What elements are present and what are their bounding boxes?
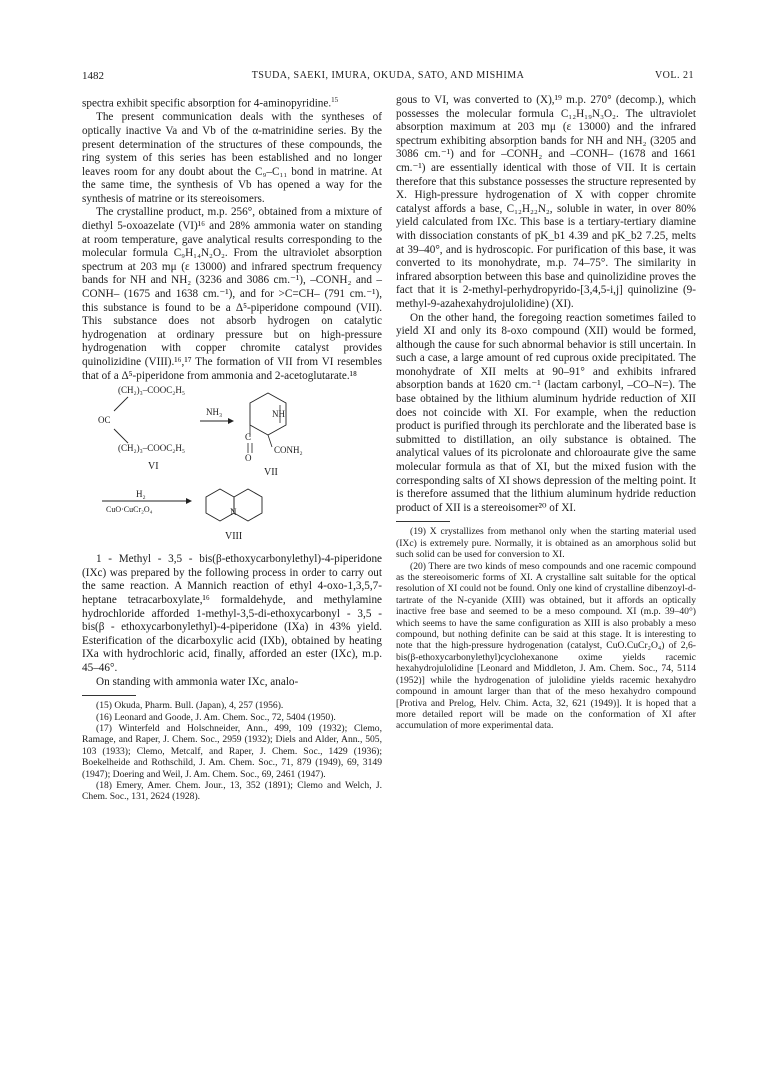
- reagent-catalyst: CuO·CuCr₂O₄: [106, 505, 153, 515]
- running-header-authors: TSUDA, SAEKI, IMURA, OKUDA, SATO, AND MISHIMA: [251, 70, 525, 81]
- footnote: (15) Okuda, Pharm. Bull. (Japan), 4, 257 (1956).: [96, 700, 284, 712]
- right-column: [396, 94, 696, 732]
- volume-label: VOL. 21: [654, 70, 694, 81]
- footnote: (18) Emery, Amer. Chem. Jour., 13, 352 (1891); Clemo and Welch, J. Chem. Soc., 131, 2624 (1928).: [82, 779, 382, 803]
- paragraph: On the other hand, the foregoing reaction sometimes failed to yield XI and only its 8-oxo compound (XII) would be formed, although the cause for such abnormal behavior is still uncertain. In such a case, a large amount of red cuprous oxide precipitated. The monohydrate of XII melts at 90–91° and exhibits infrared absorption bands at 1620 cm.⁻¹ (lactam carbonyl, –CO–N=). The base obtained by the lithium aluminum hydride reduction of XII does not coincide with XI. For example, when the reduction product is purified through its perchlorate and the liberated base is submitted to distillation, an oily substance is obtained. The analytical values of its picrolonate and chloroaurate give the same molecular formula as that of XI, but the mixed fusion with the corresponding salts of XI shows depression of the melting point. It is therefore assumed that the lithium aluminum hydride reduction product of XII is a stereoisomer²⁰ of XI.: [396, 311, 696, 514]
- reagent-ammonia: NH₃: [206, 407, 223, 418]
- reagent-hydrogen: H₂: [136, 489, 146, 500]
- paragraph: On standing with ammonia water IXc, analo-: [96, 675, 299, 688]
- vii-oxygen-label: O: [245, 453, 252, 464]
- footnote: (19) X crystallizes from methanol only when the starting material used (IXc) is extremely pure. Normally, it is obtained as an amorphous solid but such solid can be used for conversion to XI.: [396, 526, 696, 561]
- paragraph: The present communication deals with the syntheses of optically inactive Va and Vb of the α-matrinidine series. By the present determination of the structures of these compounds, the ring system of this series has been established and no longer leaves room for any doubt about the C₉–C₁₁ bond in matrine. At the same time, the synthesis of Vb has opened a way for the synthesis of matrine or its stereoisomers.: [82, 111, 382, 205]
- vi-bottom-chain: (CH₂)₃–COOC₂H₅: [118, 443, 186, 454]
- page-number: 1482: [82, 70, 104, 82]
- footnote: (20) There are two kinds of meso compounds and one racemic compound as the stereoisomeric forms of XI. A crystalline salt suitable for the optical resolution of XI could not be found. Only one kind of crystalline dibenzoyl-d-tartrate of the N-cyanide (XIII) was obtained, but it affords an optically inactive free base and seemed to be a meso compound. XI (m.p. 39–40°) which seems to have the same configuration as XIII is also probably a meso compound, but nothing definite can be said at this stage. It is interesting to note that the high-pressure hydrogenation (catalyst, CuO.CuCr₂O₄) of 2,6-bis(β-ethoxycarbonylethyl)cyclohexanone oxime yields racemic hexahydrojulolidine [Leonard and Middleton, J. Am. Chem. Soc., 74, 5114 (1952)] while the hydrogenation of julolidine yields racemic hexahydro compound in amount larger than that of the meso hexahydro compound [Protiva and Prelog, Helv. Chim. Acta, 32, 621 (1949)]. It is hoped that a more detailed report will be made on the conformation of XI after accumulation of more experimental data.: [396, 560, 696, 732]
- scheme-drawing: [82, 385, 382, 547]
- vii-carbon-label: C: [245, 432, 252, 443]
- paragraph: The crystalline product, m.p. 256°, obtained from a mixture of diethyl 5-oxoazelate (VI)¹⁶ and 28% ammonia water on standing at room temperature, gave analytical results corresponding to the molecular formula C₉H₁₄N₂O₂. From the ultraviolet absorption spectrum at 203 mμ (ε 13000) and infrared spectrum frequency bands for NH and NH₂ (3236 and 3086 cm.⁻¹), –CONH₂ and –CONH– (1675 and 1638 cm.⁻¹), and for >C=CH– (791 cm.⁻¹), this substance is found to be a Δ⁵-piperidone compound (VII). This substance does not absorb hydrogen on catalytic hydrogenation at ordinary pressure but on high-pressure hydrogenation with copper chromite catalyst provides quinolizidine (VIII).¹⁶,¹⁷ The formation of VII from VI resembles that of a Δ⁵-piperidone from ammonia and 2-acetoglutarate.¹⁸: [82, 206, 382, 382]
- vii-nh-label: NH: [272, 409, 285, 420]
- paragraph: 1 - Methyl - 3,5 - bis(β-ethoxycarbonylethyl)-4-piperidone (IXc) was prepared by the following process in order to carry out the same reaction. A Mannich reaction of ethyl 4-oxo-1,3,5,7-heptane tetracarboxylate,¹⁶ formaldehyde, and methylamine hydrochloride afforded 1-methyl-3,5-di-ethoxycarbonyl - 3,5 - bis(β - ethoxycarbonylethyl)-4-piperidone (IXa) in 43% yield. Esterification of the dicarboxylic acid (IXb), obtained by heating IXa with hydrochloric acid, finally, afforded an ester (IXc), m.p. 45–46°.: [82, 553, 382, 674]
- reaction-scheme: [82, 385, 382, 547]
- vii-amide-label: CONH₂: [274, 445, 303, 456]
- left-column: [82, 94, 382, 803]
- compound-label-viii: VIII: [225, 531, 243, 543]
- vi-carbonyl-label: OC: [98, 415, 111, 426]
- footnote: (16) Leonard and Goode, J. Am. Chem. Soc., 72, 5404 (1950).: [96, 711, 336, 723]
- footnote-rule: [396, 521, 450, 522]
- vi-top-chain: (CH₂)₃–COOC₂H₅: [118, 385, 186, 396]
- compound-label-vii: VII: [264, 467, 278, 479]
- footnote: (17) Winterfeld and Holschneider, Ann., 499, 109 (1932); Clemo, Ramage, and Raper, J. Chem. Soc., 2959 (1932); Diels and Alder, Ann., 505, 103 (1933); Clemo, Metcalf, and Raper, J. Chem. Soc., 1429 (1936); Boekelheide and Rothschild, J. Am. Chem. Soc., 71, 879 (1949), 69, 3149 (1947); Doering and Weil, J. Am. Chem. Soc., 69, 2461 (1947).: [82, 722, 382, 780]
- viii-nitrogen-label: N: [230, 507, 237, 518]
- footnote-rule: [82, 695, 136, 696]
- running-header: [82, 70, 694, 86]
- paragraph: gous to VI, was converted to (X),¹⁹ m.p. 270° (decomp.), which possesses the molecular formula C₁₂H₁₉N₃O₂. The ultraviolet absorption maximum at 203 mμ (ε 13000) and the infrared spectrum exhibiting absorption bands for NH and NH₂ (3205 and 3086 cm.⁻¹) and for –CONH₂ and –CONH– (1678 and 1661 cm.⁻¹) are essentially identical with those of VII. It is certain therefore that this substance possesses the structure represented by X. High-pressure hydrogenation of X with copper chromite catalyst affords a base, C₁₂H₂₂N₂, soluble in water, in over 80% yield calculated from IXc. This base is a tertiary-tertiary diamine with dissociation constants of pK_b1 4.39 and pK_b2 7.25, melts at 39–40°, and is hydroscopic. For purification of this base, it was converted to its monohydrate, m.p. 74–75°. The similarity in infrared absorption between this base and quinolizidine proves the fact that it is 2-methyl-perhydropyrido-[3,4,5-i,j] quinolizine (9-methyl-9-azahexahydrojulolidine) (XI).: [396, 94, 696, 310]
- compound-label-vi: VI: [148, 461, 159, 473]
- paragraph: spectra exhibit specific absorption for 4-aminopyridine.$^{15}$: [82, 96, 339, 110]
